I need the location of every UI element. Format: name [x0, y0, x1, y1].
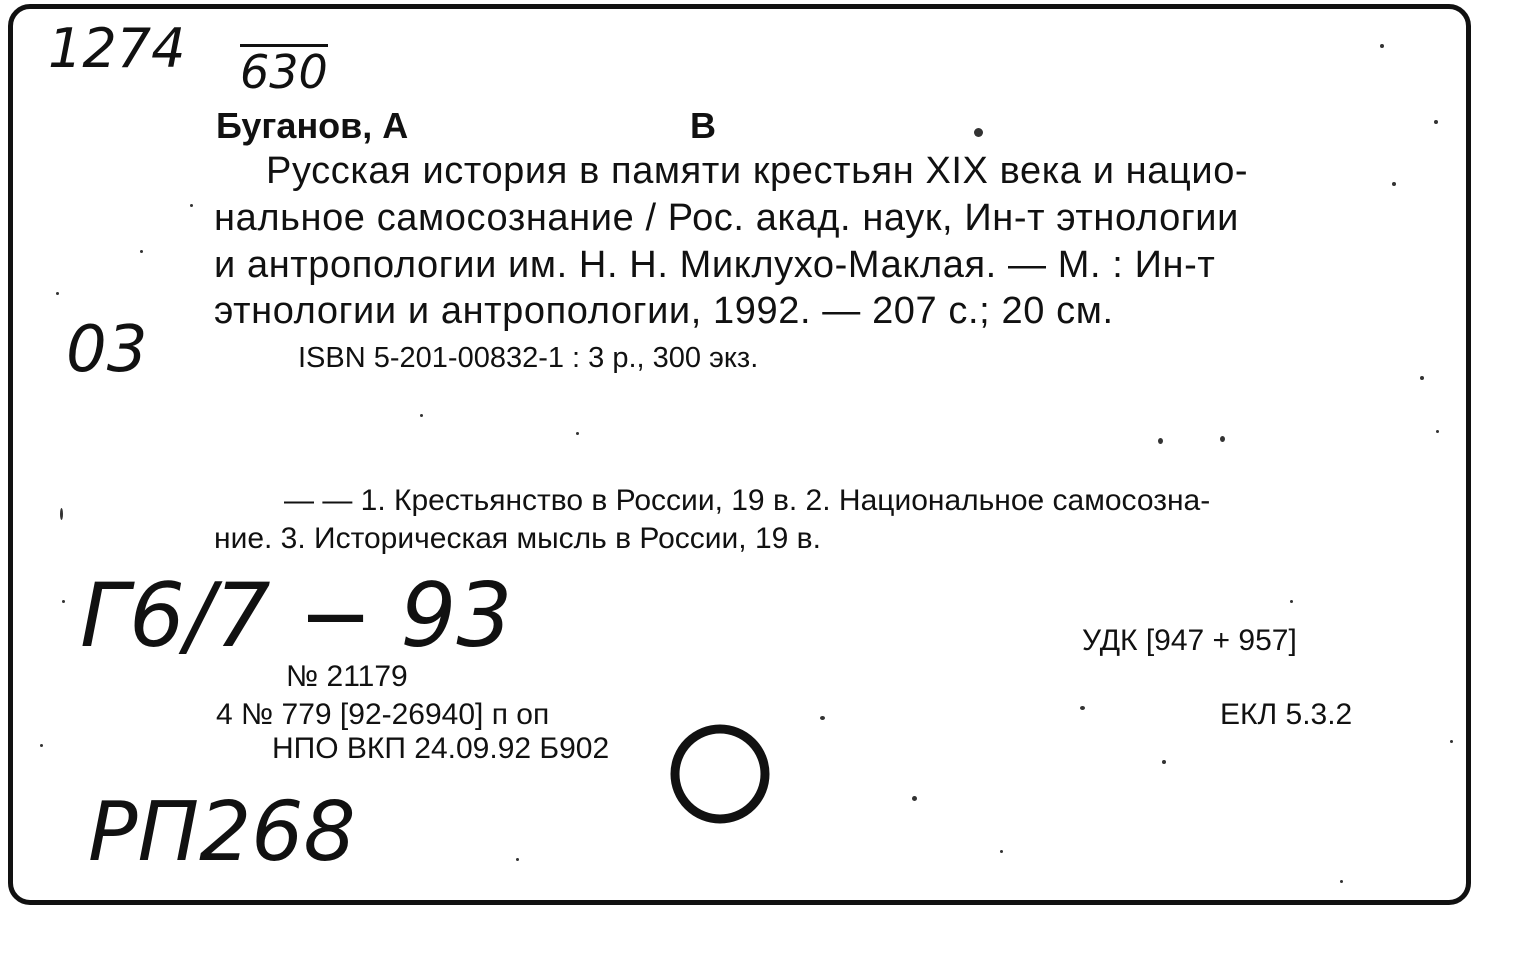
subjects-line-2: ние. 3. Историческая мысль в России, 19 в.: [214, 522, 821, 555]
handwritten-mark-date: Г6/7 − 93: [80, 564, 513, 667]
isbn-line: ISBN 5-201-00832-1 : 3 р., 300 экз.: [298, 342, 759, 374]
description-line-4: этнологии и антропологии, 1992. — 207 с.; 20 см.: [214, 290, 1114, 332]
handwritten-mark-03: 03: [66, 313, 148, 387]
imprint-line-1: 4 № 779 [92-26940] п оп: [216, 698, 550, 731]
circle-mark: [668, 722, 778, 832]
handwritten-bottom-mark: РП268: [88, 785, 356, 880]
description-line-3: и антропологии им. Н. Н. Миклухо-Маклая. — М. : Ин-т: [214, 244, 1216, 286]
description-line-2: нальное самосознание / Рос. акад. наук, Ин-т этнологии: [214, 197, 1239, 239]
print-number: № 21179: [286, 660, 408, 693]
imprint-line-2: НПО ВКП 24.09.92 Б902: [272, 732, 610, 765]
description-line-1: Русская история в памяти крестьян XIX века и нацио-: [266, 150, 1249, 192]
subjects-line-1: — — 1. Крестьянство в России, 19 в. 2. Национальное самосозна-: [284, 484, 1211, 517]
author-name: Буганов, А: [216, 105, 409, 146]
handwritten-fraction: 630: [240, 45, 328, 99]
handwritten-shelf-number: 1274: [48, 17, 186, 80]
udk-code: УДК [947 + 957]: [1082, 624, 1297, 657]
author-initial: В: [690, 105, 716, 146]
ekl-code: ЕКЛ 5.3.2: [1220, 698, 1353, 731]
